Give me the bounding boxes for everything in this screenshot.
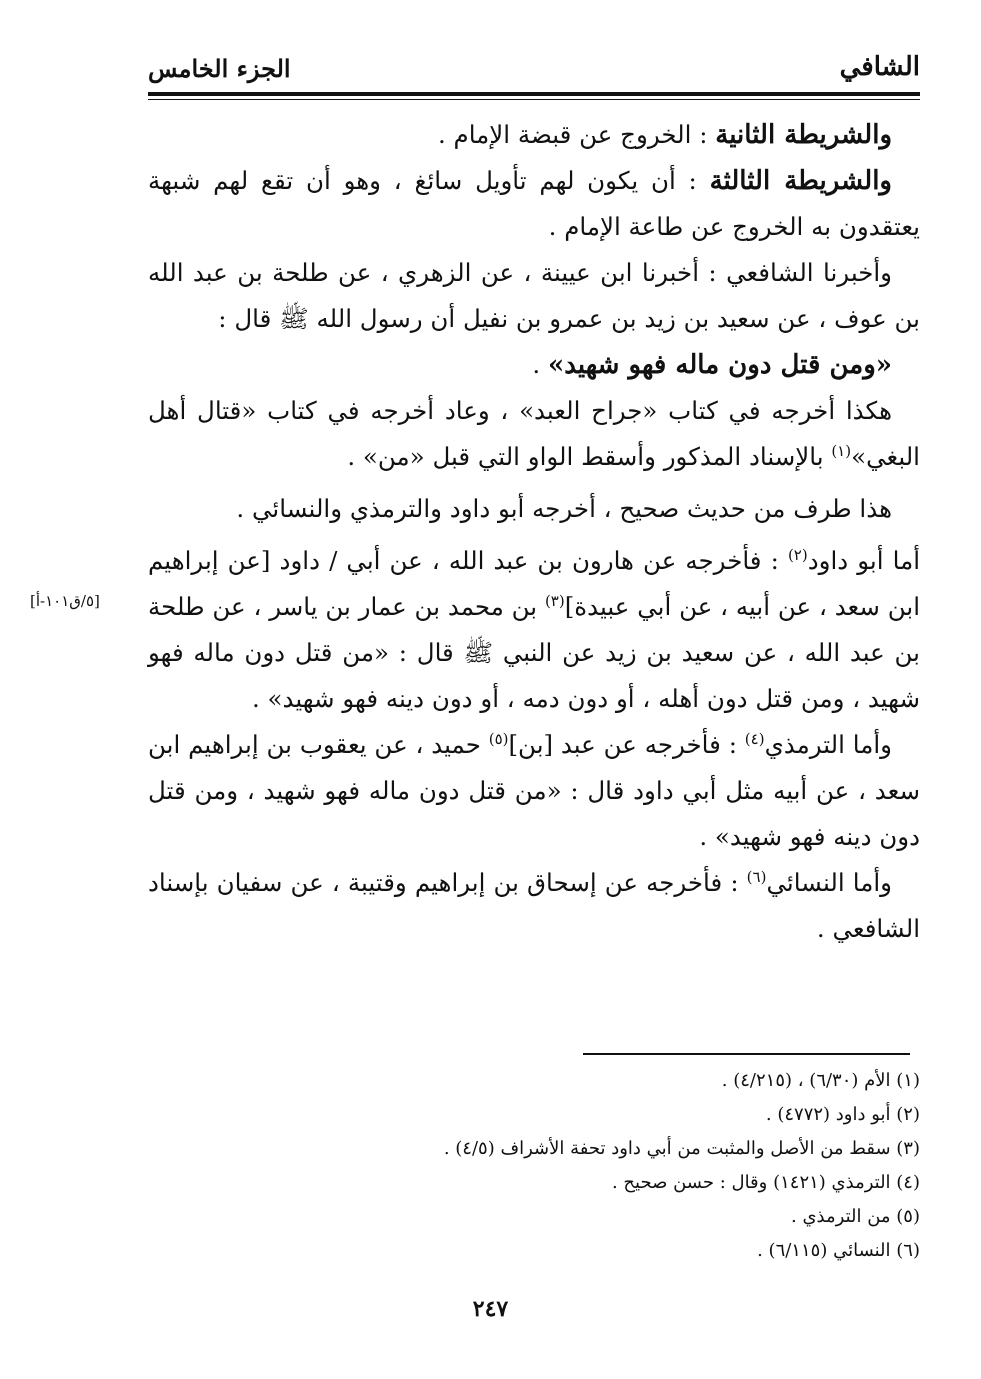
paragraph-hadith — [148, 342, 920, 388]
header-rule-thin — [148, 99, 920, 100]
footnote-separator — [583, 1053, 910, 1055]
paragraph-tirmidhi — [148, 722, 920, 860]
paragraph-abu-dawud — [148, 538, 920, 722]
hadith-text: «ومن قتل دون ماله فهو شهيد» — [547, 350, 892, 380]
paragraph-isnad — [148, 250, 920, 342]
condition-2-label: والشريطة الثانية — [715, 120, 892, 150]
footnote-1: (١) الأم (٦/٣٠) ، (٤/٢١٥) . — [721, 1070, 920, 1091]
footnotes — [300, 1064, 920, 1268]
abu-dawud-text-a: أما أبو داود — [807, 546, 921, 575]
condition-3-text: : أن يكون لهم تأويل سائغ ، وهو أن تقع لهم شبهة يعتقدون به الخروج عن طاعة الإمام . — [148, 166, 920, 241]
footnote-5: (٥) من الترمذي . — [791, 1206, 920, 1227]
footnote-3: (٣) سقط من الأصل والمثبت من أبي داود تحفة الأشراف (٤/٥) . — [443, 1138, 920, 1159]
paragraph-condition-2 — [148, 112, 920, 158]
tirmidhi-text-c: حميد ، عن يعقوب بن إبراهيم ابن سعد ، عن أبيه مثل أبي داود قال : «من قتل دون ماله فهو شهيد ، ومن قتل دون دينه فهو شهيد» . — [148, 730, 920, 851]
page-number: ٢٤٧ — [472, 1296, 509, 1322]
sources-text-b: بالإسناد المذكور وأسقط الواو التي قبل «من» . — [347, 442, 832, 471]
tirmidhi-text-b: : فأخرجه عن عبد [بن] — [508, 730, 745, 759]
abu-dawud-text-c: بن محمد بن عمار بن ياسر ، عن طلحة بن عبد الله ، عن سعيد بن زيد عن النبي ﷺ قال : «من قتل دون ماله فهو شهيد ، ومن قتل دون أهله ، أو دون دمه ، أو دون دينه فهو شهيد» . — [148, 592, 920, 713]
nasai-text-b: : فأخرجه عن إسحاق بن إبراهيم وقتيبة ، عن سفيان بإسناد الشافعي . — [148, 868, 920, 943]
footnote-ref-6[interactable]: (٦) — [746, 867, 767, 886]
footnote-ref-5[interactable]: (٥) — [488, 729, 509, 748]
footnote-2: (٢) أبو داود (٤٧٧٢) . — [765, 1104, 920, 1125]
book-title: الشافي — [839, 52, 920, 82]
header-rule-thick — [148, 92, 920, 96]
paragraph-nasai — [148, 860, 920, 952]
takhrij-text: هذا طرف من حديث صحيح ، أخرجه أبو داود والترمذي والنسائي . — [236, 494, 892, 523]
footnote-ref-1[interactable]: (١) — [831, 441, 852, 460]
isnad-text: وأخبرنا الشافعي : أخبرنا ابن عيينة ، عن الزهري ، عن طلحة بن عبد الله بن عوف ، عن سعيد بن زيد بن عمرو بن نفيل أن رسول الله ﷺ قال : — [148, 258, 920, 333]
paragraph-sources — [148, 388, 920, 480]
footnote-ref-4[interactable]: (٤) — [744, 729, 765, 748]
abu-dawud-text-b: : فأخرجه عن هارون بن عبد الله ، عن أبي / داود [عن إبراهيم ابن سعد ، عن أبيه ، عن أبي عبيدة] — [148, 546, 921, 621]
sources-text-a: هكذا أخرجه في كتاب «جراح العبد» ، وعاد أخرجه في كتاب «قتال أهل البغي» — [148, 396, 920, 471]
tirmidhi-text-a: وأما الترمذي — [764, 730, 892, 759]
footnote-ref-2[interactable]: (٢) — [787, 545, 808, 564]
main-text — [148, 112, 920, 952]
condition-3-label: والشريطة الثالثة — [709, 166, 892, 196]
condition-2-text: : الخروج عن قبضة الإمام . — [437, 120, 716, 149]
manuscript-folio-note: [٥/ق١٠١-أ] — [30, 592, 100, 610]
footnote-6: (٦) النسائي (٦/١١٥) . — [757, 1240, 920, 1261]
hadith-end: . — [532, 350, 548, 379]
footnote-4: (٤) الترمذي (١٤٢١) وقال : حسن صحيح . — [611, 1172, 920, 1193]
volume-label: الجزء الخامس — [148, 54, 291, 83]
paragraph-condition-3 — [148, 158, 920, 250]
nasai-text-a: وأما النسائي — [766, 868, 892, 897]
footnote-ref-3[interactable]: (٣) — [544, 591, 565, 610]
paragraph-takhrij — [148, 486, 920, 532]
running-header — [148, 48, 920, 88]
